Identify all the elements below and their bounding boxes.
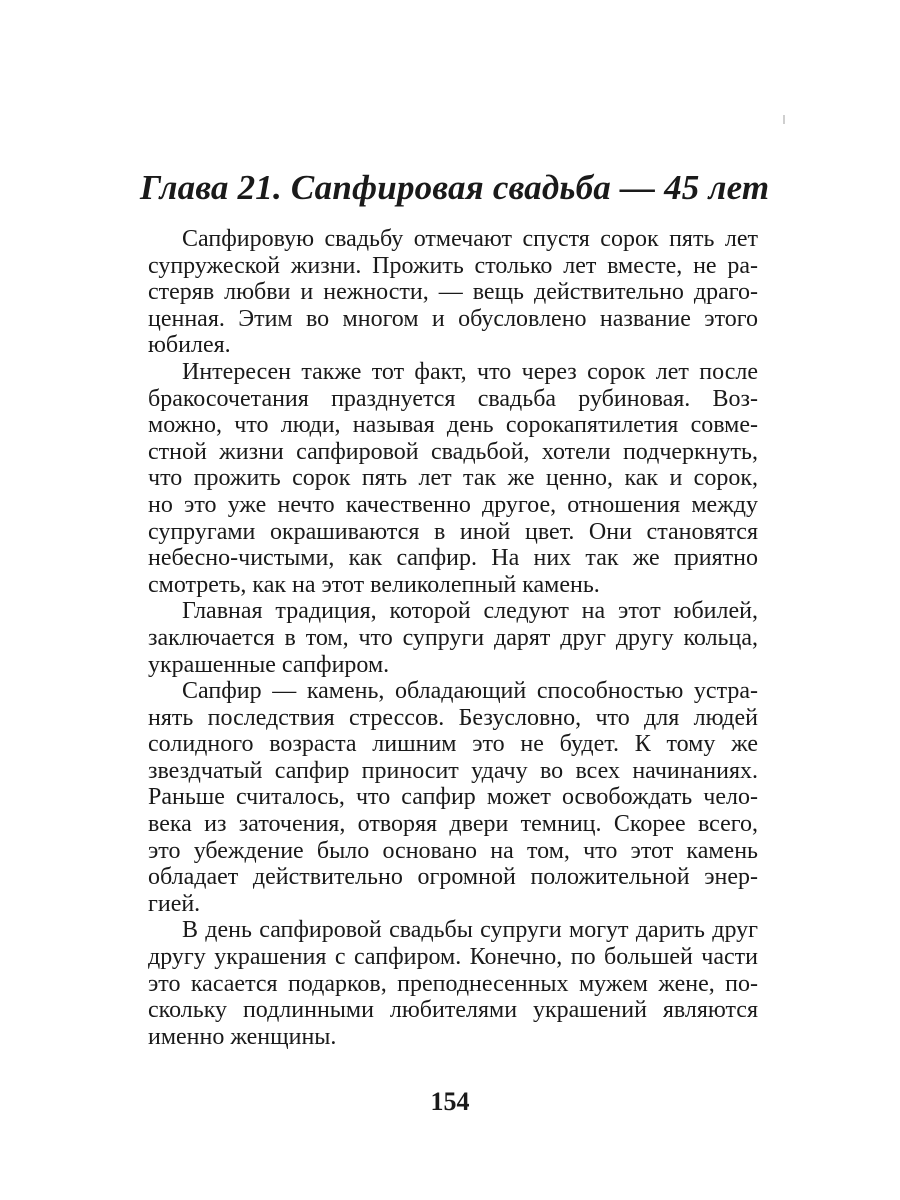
text-line: Главная традиция, которой следуют на этот юбилей, <box>182 598 758 625</box>
text-line: заключается в том, что супруги дарят друг другу кольца, <box>148 624 758 651</box>
text-line: другу украшения с сапфиром. Конечно, по большей части <box>148 944 758 971</box>
text-line: ценная. Этим во многом и обусловлено название этого <box>148 305 758 332</box>
text-line: века из заточения, отворяя двери темниц. Скорее всего, <box>148 811 758 838</box>
paragraph <box>148 917 758 1050</box>
text-line: смотреть, как на этот великолепный камень. <box>148 571 600 598</box>
text-line: это убеждение было основано на том, что этот камень <box>148 837 758 864</box>
paragraph <box>148 678 758 917</box>
text-line: супружеской жизни. Прожить столько лет вместе, не ра- <box>148 252 758 279</box>
text-line: солидного возраста лишним это не будет. К тому же <box>148 731 758 758</box>
text-line: обладает действительно огромной положительной энер- <box>148 864 758 891</box>
text-line: Сапфировую свадьбу отмечают спустя сорок пять лет <box>182 226 758 252</box>
scan-mark <box>783 115 785 124</box>
chapter-body <box>148 226 758 1050</box>
text-line: юбилея. <box>148 332 231 359</box>
text-line: Раньше считалось, что сапфир может освобождать чело- <box>148 784 758 811</box>
text-line: Сапфир — камень, обладающий способностью устра- <box>182 678 758 705</box>
text-line: Интересен также тот факт, что через сорок лет после <box>182 358 758 385</box>
text-line: нять последствия стрессов. Безусловно, что для людей <box>148 704 758 731</box>
text-line: стной жизни сапфировой свадьбой, хотели подчеркнуть, <box>148 438 758 465</box>
text-line: бракосочетания празднуется свадьба рубиновая. Воз- <box>148 385 758 412</box>
chapter-title: Глава 21. Сапфировая свадьба — 45 лет <box>140 168 770 207</box>
text-line: небесно-чистыми, как сапфир. На них так же приятно <box>148 545 758 572</box>
text-line: украшенные сапфиром. <box>148 651 390 678</box>
text-line: что прожить сорок пять лет так же ценно, как и сорок, <box>148 465 758 492</box>
paragraph <box>148 598 758 678</box>
text-line: скольку подлинными любителями украшений являются <box>148 997 758 1024</box>
text-line: это касается подарков, преподнесенных мужем жене, по- <box>148 970 758 997</box>
text-line: но это уже нечто качественно другое, отношения между <box>148 491 758 518</box>
text-line: можно, что люди, называя день сорокапятилетия совме- <box>148 412 758 439</box>
text-line: именно женщины. <box>148 1023 337 1050</box>
text-line: звездчатый сапфир приносит удачу во всех начинаниях. <box>148 757 758 784</box>
page-number: 154 <box>430 1087 470 1116</box>
paragraph <box>148 359 758 598</box>
text-line: супругами окрашиваются в иной цвет. Они становятся <box>148 518 758 545</box>
text-line: гией. <box>148 890 201 917</box>
text-line: В день сапфировой свадьбы супруги могут дарить друг <box>182 917 758 944</box>
text-line: стеряв любви и нежности, — вещь действительно драго- <box>148 279 758 306</box>
paragraph <box>148 226 758 359</box>
